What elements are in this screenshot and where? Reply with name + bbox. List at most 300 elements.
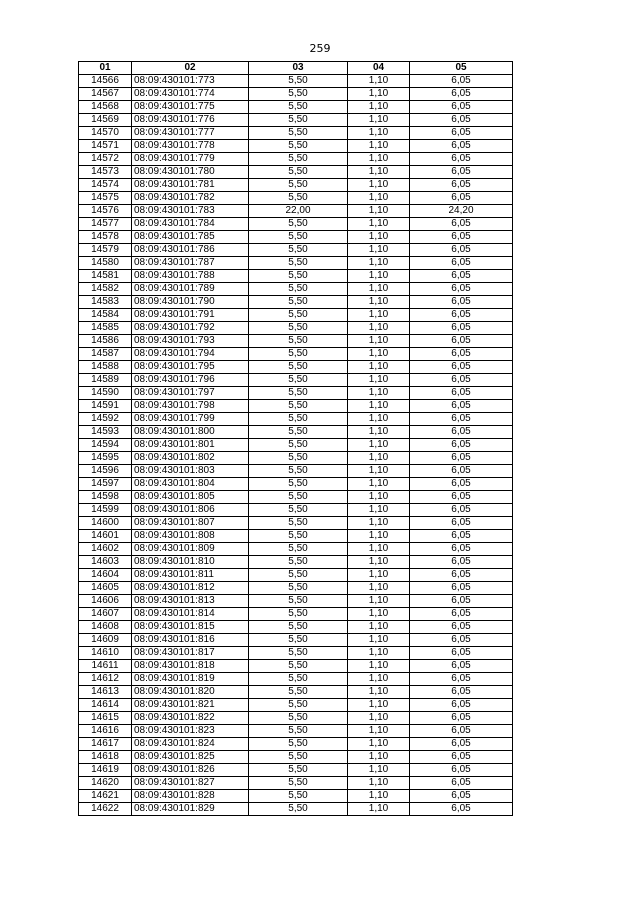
- cadastral-number-cell: 08:09:430101:789: [132, 283, 249, 296]
- cadastral-number-cell: 08:09:430101:812: [132, 582, 249, 595]
- area-cell: 5,50: [249, 738, 348, 751]
- table-row: [79, 673, 513, 686]
- table-row: [79, 621, 513, 634]
- area-cell: 5,50: [249, 452, 348, 465]
- column-header-05: 05: [410, 62, 513, 75]
- data-table: [78, 61, 513, 816]
- area-cell: 5,50: [249, 647, 348, 660]
- table-row: [79, 699, 513, 712]
- cadastral-number-cell: 08:09:430101:818: [132, 660, 249, 673]
- total-cell: 6,05: [410, 244, 513, 257]
- cadastral-number-cell: 08:09:430101:826: [132, 764, 249, 777]
- cadastral-number-cell: 08:09:430101:775: [132, 101, 249, 114]
- area-cell: 5,50: [249, 569, 348, 582]
- coefficient-cell: 1,10: [348, 673, 410, 686]
- coefficient-cell: 1,10: [348, 283, 410, 296]
- table-row: [79, 556, 513, 569]
- table-row: [79, 348, 513, 361]
- coefficient-cell: 1,10: [348, 400, 410, 413]
- row-number-cell: 14580: [79, 257, 132, 270]
- table-row: [79, 686, 513, 699]
- coefficient-cell: 1,10: [348, 205, 410, 218]
- area-cell: 5,50: [249, 270, 348, 283]
- area-cell: 5,50: [249, 166, 348, 179]
- area-cell: 5,50: [249, 530, 348, 543]
- area-cell: 5,50: [249, 660, 348, 673]
- row-number-cell: 14601: [79, 530, 132, 543]
- coefficient-cell: 1,10: [348, 75, 410, 88]
- coefficient-cell: 1,10: [348, 699, 410, 712]
- table-row: [79, 179, 513, 192]
- table-row: [79, 634, 513, 647]
- coefficient-cell: 1,10: [348, 140, 410, 153]
- total-cell: 6,05: [410, 127, 513, 140]
- cadastral-number-cell: 08:09:430101:782: [132, 192, 249, 205]
- coefficient-cell: 1,10: [348, 153, 410, 166]
- coefficient-cell: 1,10: [348, 88, 410, 101]
- table-row: [79, 660, 513, 673]
- table-row: [79, 270, 513, 283]
- area-cell: 5,50: [249, 543, 348, 556]
- cadastral-number-cell: 08:09:430101:819: [132, 673, 249, 686]
- row-number-cell: 14585: [79, 322, 132, 335]
- coefficient-cell: 1,10: [348, 374, 410, 387]
- area-cell: 5,50: [249, 517, 348, 530]
- total-cell: 6,05: [410, 777, 513, 790]
- cadastral-number-cell: 08:09:430101:777: [132, 127, 249, 140]
- page-number: 259: [309, 42, 331, 55]
- area-cell: 5,50: [249, 504, 348, 517]
- table-row: [79, 387, 513, 400]
- coefficient-cell: 1,10: [348, 478, 410, 491]
- area-cell: 5,50: [249, 283, 348, 296]
- table-header: [79, 62, 513, 75]
- total-cell: 6,05: [410, 257, 513, 270]
- row-number-cell: 14569: [79, 114, 132, 127]
- total-cell: 6,05: [410, 400, 513, 413]
- area-cell: 5,50: [249, 361, 348, 374]
- coefficient-cell: 1,10: [348, 777, 410, 790]
- area-cell: 5,50: [249, 192, 348, 205]
- total-cell: 6,05: [410, 582, 513, 595]
- area-cell: 5,50: [249, 335, 348, 348]
- total-cell: 6,05: [410, 153, 513, 166]
- row-number-cell: 14605: [79, 582, 132, 595]
- cadastral-number-cell: 08:09:430101:810: [132, 556, 249, 569]
- table-row: [79, 517, 513, 530]
- area-cell: 5,50: [249, 764, 348, 777]
- table-row: [79, 140, 513, 153]
- total-cell: 6,05: [410, 270, 513, 283]
- cadastral-number-cell: 08:09:430101:811: [132, 569, 249, 582]
- table-row: [79, 764, 513, 777]
- area-cell: 5,50: [249, 218, 348, 231]
- total-cell: 6,05: [410, 361, 513, 374]
- total-cell: 6,05: [410, 504, 513, 517]
- coefficient-cell: 1,10: [348, 335, 410, 348]
- cadastral-number-cell: 08:09:430101:799: [132, 413, 249, 426]
- table-row: [79, 504, 513, 517]
- total-cell: 6,05: [410, 647, 513, 660]
- area-cell: 5,50: [249, 322, 348, 335]
- table-row: [79, 75, 513, 88]
- area-cell: 5,50: [249, 179, 348, 192]
- total-cell: 6,05: [410, 673, 513, 686]
- row-number-cell: 14587: [79, 348, 132, 361]
- row-number-cell: 14612: [79, 673, 132, 686]
- coefficient-cell: 1,10: [348, 764, 410, 777]
- cadastral-number-cell: 08:09:430101:780: [132, 166, 249, 179]
- row-number-cell: 14609: [79, 634, 132, 647]
- row-number-cell: 14604: [79, 569, 132, 582]
- total-cell: 6,05: [410, 543, 513, 556]
- coefficient-cell: 1,10: [348, 127, 410, 140]
- table-row: [79, 244, 513, 257]
- coefficient-cell: 1,10: [348, 296, 410, 309]
- area-cell: 5,50: [249, 400, 348, 413]
- cadastral-number-cell: 08:09:430101:800: [132, 426, 249, 439]
- area-cell: 5,50: [249, 725, 348, 738]
- table-row: [79, 374, 513, 387]
- row-number-cell: 14593: [79, 426, 132, 439]
- row-number-cell: 14619: [79, 764, 132, 777]
- table-row: [79, 322, 513, 335]
- area-cell: 5,50: [249, 608, 348, 621]
- row-number-cell: 14620: [79, 777, 132, 790]
- coefficient-cell: 1,10: [348, 517, 410, 530]
- cadastral-number-cell: 08:09:430101:816: [132, 634, 249, 647]
- row-number-cell: 14584: [79, 309, 132, 322]
- area-cell: 5,50: [249, 439, 348, 452]
- coefficient-cell: 1,10: [348, 348, 410, 361]
- coefficient-cell: 1,10: [348, 803, 410, 816]
- total-cell: 6,05: [410, 790, 513, 803]
- area-cell: 5,50: [249, 803, 348, 816]
- coefficient-cell: 1,10: [348, 569, 410, 582]
- coefficient-cell: 1,10: [348, 530, 410, 543]
- cadastral-number-cell: 08:09:430101:778: [132, 140, 249, 153]
- row-number-cell: 14591: [79, 400, 132, 413]
- row-number-cell: 14617: [79, 738, 132, 751]
- coefficient-cell: 1,10: [348, 387, 410, 400]
- row-number-cell: 14608: [79, 621, 132, 634]
- total-cell: 6,05: [410, 335, 513, 348]
- coefficient-cell: 1,10: [348, 647, 410, 660]
- table-row: [79, 192, 513, 205]
- cadastral-number-cell: 08:09:430101:796: [132, 374, 249, 387]
- coefficient-cell: 1,10: [348, 465, 410, 478]
- area-cell: 5,50: [249, 140, 348, 153]
- area-cell: 5,50: [249, 127, 348, 140]
- row-number-cell: 14594: [79, 439, 132, 452]
- total-cell: 6,05: [410, 101, 513, 114]
- row-number-cell: 14603: [79, 556, 132, 569]
- coefficient-cell: 1,10: [348, 660, 410, 673]
- cadastral-number-cell: 08:09:430101:807: [132, 517, 249, 530]
- table-row: [79, 569, 513, 582]
- column-header-03: 03: [249, 62, 348, 75]
- table-row: [79, 608, 513, 621]
- table-row: [79, 283, 513, 296]
- coefficient-cell: 1,10: [348, 322, 410, 335]
- area-cell: 5,50: [249, 75, 348, 88]
- area-cell: 5,50: [249, 413, 348, 426]
- coefficient-cell: 1,10: [348, 114, 410, 127]
- table-row: [79, 257, 513, 270]
- cadastral-number-cell: 08:09:430101:822: [132, 712, 249, 725]
- total-cell: 6,05: [410, 803, 513, 816]
- row-number-cell: 14567: [79, 88, 132, 101]
- cadastral-number-cell: 08:09:430101:788: [132, 270, 249, 283]
- cadastral-number-cell: 08:09:430101:802: [132, 452, 249, 465]
- row-number-cell: 14611: [79, 660, 132, 673]
- coefficient-cell: 1,10: [348, 608, 410, 621]
- row-number-cell: 14610: [79, 647, 132, 660]
- cadastral-number-cell: 08:09:430101:821: [132, 699, 249, 712]
- row-number-cell: 14615: [79, 712, 132, 725]
- area-cell: 5,50: [249, 387, 348, 400]
- coefficient-cell: 1,10: [348, 582, 410, 595]
- row-number-cell: 14618: [79, 751, 132, 764]
- coefficient-cell: 1,10: [348, 556, 410, 569]
- cadastral-number-cell: 08:09:430101:776: [132, 114, 249, 127]
- table-row: [79, 582, 513, 595]
- coefficient-cell: 1,10: [348, 426, 410, 439]
- table-row: [79, 777, 513, 790]
- table-row: [79, 751, 513, 764]
- total-cell: 6,05: [410, 660, 513, 673]
- area-cell: 5,50: [249, 712, 348, 725]
- table-row: [79, 309, 513, 322]
- row-number-cell: 14614: [79, 699, 132, 712]
- table-row: [79, 166, 513, 179]
- area-cell: 5,50: [249, 348, 348, 361]
- area-cell: 5,50: [249, 621, 348, 634]
- total-cell: 6,05: [410, 595, 513, 608]
- total-cell: 6,05: [410, 387, 513, 400]
- cadastral-number-cell: 08:09:430101:813: [132, 595, 249, 608]
- row-number-cell: 14590: [79, 387, 132, 400]
- coefficient-cell: 1,10: [348, 231, 410, 244]
- coefficient-cell: 1,10: [348, 543, 410, 556]
- coefficient-cell: 1,10: [348, 621, 410, 634]
- row-number-cell: 14568: [79, 101, 132, 114]
- total-cell: 6,05: [410, 140, 513, 153]
- cadastral-number-cell: 08:09:430101:791: [132, 309, 249, 322]
- cadastral-number-cell: 08:09:430101:803: [132, 465, 249, 478]
- row-number-cell: 14581: [79, 270, 132, 283]
- coefficient-cell: 1,10: [348, 452, 410, 465]
- total-cell: 6,05: [410, 88, 513, 101]
- coefficient-cell: 1,10: [348, 192, 410, 205]
- row-number-cell: 14586: [79, 335, 132, 348]
- cadastral-number-cell: 08:09:430101:827: [132, 777, 249, 790]
- total-cell: 6,05: [410, 309, 513, 322]
- area-cell: 22,00: [249, 205, 348, 218]
- total-cell: 6,05: [410, 738, 513, 751]
- total-cell: 24,20: [410, 205, 513, 218]
- total-cell: 6,05: [410, 296, 513, 309]
- coefficient-cell: 1,10: [348, 413, 410, 426]
- area-cell: 5,50: [249, 673, 348, 686]
- cadastral-number-cell: 08:09:430101:792: [132, 322, 249, 335]
- coefficient-cell: 1,10: [348, 595, 410, 608]
- table-row: [79, 543, 513, 556]
- total-cell: 6,05: [410, 725, 513, 738]
- coefficient-cell: 1,10: [348, 439, 410, 452]
- table-row: [79, 530, 513, 543]
- area-cell: 5,50: [249, 257, 348, 270]
- row-number-cell: 14598: [79, 491, 132, 504]
- area-cell: 5,50: [249, 426, 348, 439]
- total-cell: 6,05: [410, 478, 513, 491]
- header-row: [79, 62, 513, 75]
- row-number-cell: 14577: [79, 218, 132, 231]
- column-header-02: 02: [132, 62, 249, 75]
- total-cell: 6,05: [410, 452, 513, 465]
- table-row: [79, 452, 513, 465]
- coefficient-cell: 1,10: [348, 179, 410, 192]
- coefficient-cell: 1,10: [348, 361, 410, 374]
- column-header-04: 04: [348, 62, 410, 75]
- cadastral-number-cell: 08:09:430101:814: [132, 608, 249, 621]
- table-row: [79, 439, 513, 452]
- cadastral-number-cell: 08:09:430101:809: [132, 543, 249, 556]
- table-row: [79, 413, 513, 426]
- cadastral-number-cell: 08:09:430101:805: [132, 491, 249, 504]
- row-number-cell: 14622: [79, 803, 132, 816]
- row-number-cell: 14607: [79, 608, 132, 621]
- total-cell: 6,05: [410, 491, 513, 504]
- cadastral-number-cell: 08:09:430101:820: [132, 686, 249, 699]
- table-row: [79, 725, 513, 738]
- cadastral-number-cell: 08:09:430101:785: [132, 231, 249, 244]
- cadastral-number-cell: 08:09:430101:804: [132, 478, 249, 491]
- total-cell: 6,05: [410, 426, 513, 439]
- table-row: [79, 296, 513, 309]
- table-row: [79, 114, 513, 127]
- row-number-cell: 14566: [79, 75, 132, 88]
- row-number-cell: 14597: [79, 478, 132, 491]
- table-row: [79, 647, 513, 660]
- area-cell: 5,50: [249, 699, 348, 712]
- cadastral-number-cell: 08:09:430101:829: [132, 803, 249, 816]
- row-number-cell: 14621: [79, 790, 132, 803]
- row-number-cell: 14572: [79, 153, 132, 166]
- row-number-cell: 14570: [79, 127, 132, 140]
- total-cell: 6,05: [410, 439, 513, 452]
- total-cell: 6,05: [410, 634, 513, 647]
- table-row: [79, 595, 513, 608]
- coefficient-cell: 1,10: [348, 751, 410, 764]
- table-row: [79, 218, 513, 231]
- total-cell: 6,05: [410, 322, 513, 335]
- cadastral-number-cell: 08:09:430101:787: [132, 257, 249, 270]
- area-cell: 5,50: [249, 790, 348, 803]
- cadastral-number-cell: 08:09:430101:773: [132, 75, 249, 88]
- coefficient-cell: 1,10: [348, 491, 410, 504]
- cadastral-number-cell: 08:09:430101:817: [132, 647, 249, 660]
- total-cell: 6,05: [410, 712, 513, 725]
- area-cell: 5,50: [249, 153, 348, 166]
- coefficient-cell: 1,10: [348, 686, 410, 699]
- table-row: [79, 205, 513, 218]
- total-cell: 6,05: [410, 75, 513, 88]
- row-number-cell: 14574: [79, 179, 132, 192]
- table-row: [79, 101, 513, 114]
- cadastral-number-cell: 08:09:430101:774: [132, 88, 249, 101]
- total-cell: 6,05: [410, 517, 513, 530]
- total-cell: 6,05: [410, 569, 513, 582]
- total-cell: 6,05: [410, 699, 513, 712]
- coefficient-cell: 1,10: [348, 270, 410, 283]
- coefficient-cell: 1,10: [348, 101, 410, 114]
- coefficient-cell: 1,10: [348, 634, 410, 647]
- cadastral-number-cell: 08:09:430101:824: [132, 738, 249, 751]
- coefficient-cell: 1,10: [348, 504, 410, 517]
- table-row: [79, 361, 513, 374]
- coefficient-cell: 1,10: [348, 244, 410, 257]
- cadastral-number-cell: 08:09:430101:793: [132, 335, 249, 348]
- cadastral-number-cell: 08:09:430101:798: [132, 400, 249, 413]
- total-cell: 6,05: [410, 231, 513, 244]
- area-cell: 5,50: [249, 777, 348, 790]
- cadastral-number-cell: 08:09:430101:783: [132, 205, 249, 218]
- row-number-cell: 14616: [79, 725, 132, 738]
- table-row: [79, 426, 513, 439]
- area-cell: 5,50: [249, 478, 348, 491]
- total-cell: 6,05: [410, 413, 513, 426]
- table-row: [79, 803, 513, 816]
- row-number-cell: 14592: [79, 413, 132, 426]
- area-cell: 5,50: [249, 751, 348, 764]
- row-number-cell: 14606: [79, 595, 132, 608]
- total-cell: 6,05: [410, 192, 513, 205]
- cadastral-number-cell: 08:09:430101:797: [132, 387, 249, 400]
- total-cell: 6,05: [410, 283, 513, 296]
- cadastral-number-cell: 08:09:430101:795: [132, 361, 249, 374]
- area-cell: 5,50: [249, 595, 348, 608]
- area-cell: 5,50: [249, 556, 348, 569]
- area-cell: 5,50: [249, 309, 348, 322]
- cadastral-number-cell: 08:09:430101:784: [132, 218, 249, 231]
- total-cell: 6,05: [410, 218, 513, 231]
- row-number-cell: 14583: [79, 296, 132, 309]
- row-number-cell: 14602: [79, 543, 132, 556]
- table-row: [79, 88, 513, 101]
- area-cell: 5,50: [249, 582, 348, 595]
- row-number-cell: 14613: [79, 686, 132, 699]
- area-cell: 5,50: [249, 296, 348, 309]
- cadastral-number-cell: 08:09:430101:815: [132, 621, 249, 634]
- cadastral-number-cell: 08:09:430101:781: [132, 179, 249, 192]
- row-number-cell: 14600: [79, 517, 132, 530]
- area-cell: 5,50: [249, 634, 348, 647]
- row-number-cell: 14582: [79, 283, 132, 296]
- total-cell: 6,05: [410, 751, 513, 764]
- table-row: [79, 400, 513, 413]
- table-body: [79, 75, 513, 816]
- area-cell: 5,50: [249, 465, 348, 478]
- total-cell: 6,05: [410, 621, 513, 634]
- row-number-cell: 14589: [79, 374, 132, 387]
- total-cell: 6,05: [410, 374, 513, 387]
- total-cell: 6,05: [410, 608, 513, 621]
- row-number-cell: 14595: [79, 452, 132, 465]
- table-row: [79, 231, 513, 244]
- row-number-cell: 14573: [79, 166, 132, 179]
- cadastral-number-cell: 08:09:430101:801: [132, 439, 249, 452]
